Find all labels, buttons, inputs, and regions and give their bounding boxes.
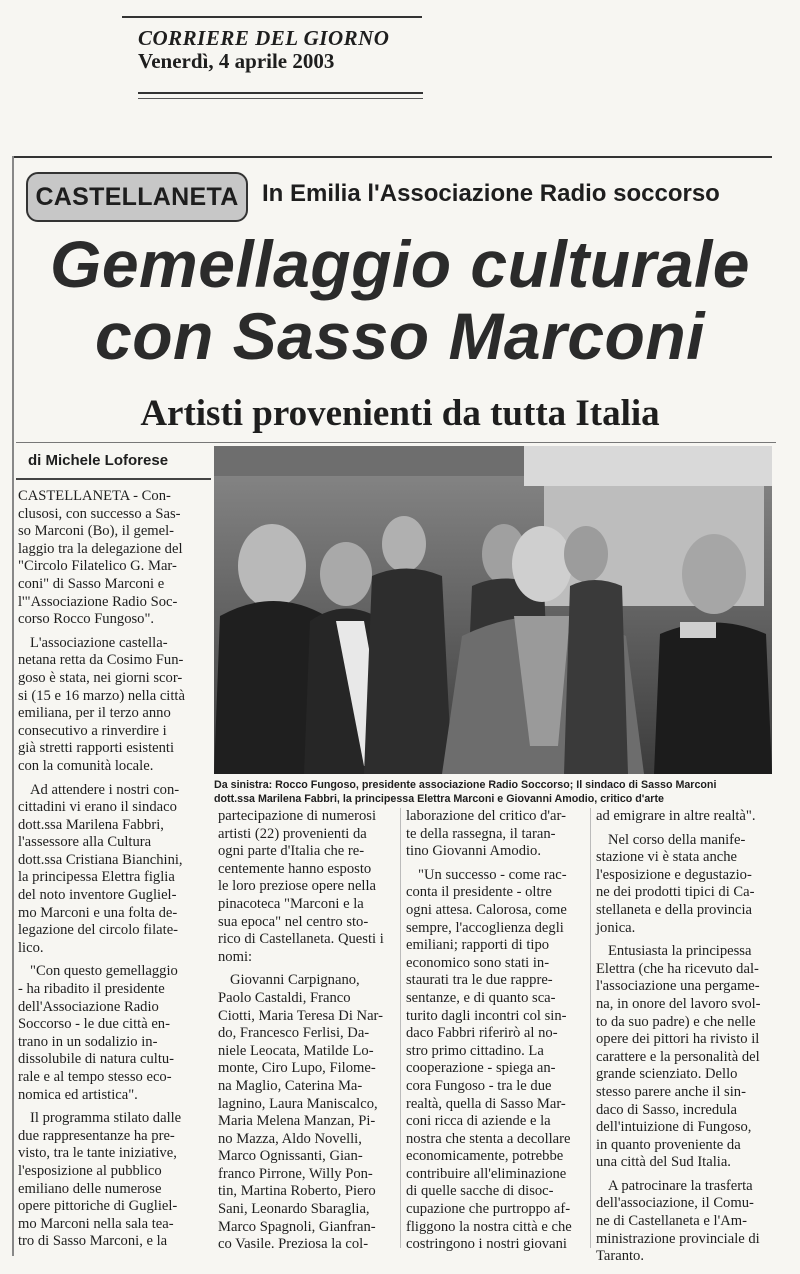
text-line: nostra che stenta a decollare bbox=[406, 1130, 571, 1147]
text-line: già stretti rapporti esistenti bbox=[18, 740, 175, 757]
text-line: na, in onore del lavoro svol- bbox=[596, 995, 761, 1012]
column-divider bbox=[590, 808, 591, 1248]
text-line: costringono i nostri giovani bbox=[406, 1236, 567, 1253]
text-line: rico di Castellaneta. Questi i bbox=[218, 931, 384, 948]
text-line: cittadini vi erano il sindaco bbox=[18, 799, 177, 816]
paragraph bbox=[596, 808, 776, 826]
text-line: na Maglio, Caterina Ma- bbox=[218, 1077, 363, 1094]
text-line: turito dagli incontri col sin- bbox=[406, 1007, 567, 1024]
deck-subtitle: Artisti provenienti da tutta Italia bbox=[140, 393, 660, 434]
text-line: opere pittoriche di Gugliel- bbox=[18, 1198, 178, 1215]
text-line: legazione del circolo filate- bbox=[18, 922, 179, 939]
paragraph bbox=[18, 782, 206, 958]
paragraph bbox=[18, 1110, 206, 1251]
text-line: ogni parte d'Italia che re- bbox=[218, 843, 365, 860]
headline bbox=[20, 228, 780, 372]
caption-line: dott.ssa Marilena Fabbri, la principessa Elettra Marconi e Giovanni Amodio, critico d'arte bbox=[214, 793, 664, 805]
text-line: dott.ssa Marilena Fabbri, bbox=[18, 816, 164, 833]
text-line: niele Leocata, Matilde Lo- bbox=[218, 1042, 374, 1059]
text-line: partecipazione di numerosi bbox=[218, 808, 377, 824]
text-line: Elettra (che ha ricevuto dal- bbox=[596, 960, 759, 977]
article-frame-top bbox=[12, 156, 772, 158]
text-column-2 bbox=[218, 808, 398, 1260]
text-line: stellaneta e della provincia bbox=[596, 901, 752, 918]
masthead bbox=[138, 20, 438, 74]
text-line: sentanze, e di quanto sca- bbox=[406, 989, 556, 1006]
text-line: jonica. bbox=[596, 919, 636, 936]
deck-rule bbox=[16, 442, 776, 443]
text-line: con la comunità locale. bbox=[18, 757, 154, 774]
text-line: coni ricca di aziende e la bbox=[406, 1113, 551, 1130]
text-line: stro primo cittadino. La bbox=[406, 1042, 544, 1059]
text-line: la principessa Elettra figlia bbox=[18, 869, 175, 886]
text-line: "Circolo Filatelico G. Mar- bbox=[18, 558, 177, 575]
text-line: dott.ssa Cristiana Bianchini, bbox=[18, 851, 183, 868]
text-column-3 bbox=[406, 808, 584, 1260]
paragraph bbox=[18, 963, 206, 1104]
text-line: Il programma stilato dalle bbox=[30, 1110, 182, 1127]
paragraph bbox=[18, 488, 206, 629]
text-line: emiliani; rapporti di tipo bbox=[406, 937, 550, 954]
text-line: dissolubile di natura cultu- bbox=[18, 1051, 175, 1068]
text-line: cupazione che purtroppo af- bbox=[406, 1201, 571, 1218]
text-line: Soccorso - le due città en- bbox=[18, 1016, 170, 1033]
text-line: trano in un sodalizio in- bbox=[18, 1033, 158, 1050]
headline-line: Gemellaggio culturale bbox=[49, 227, 751, 301]
text-line: emiliano delle numerose bbox=[18, 1180, 162, 1197]
paragraph bbox=[406, 808, 584, 861]
text-line: le loro preziose opere nella bbox=[218, 878, 377, 895]
text-line: del noto inventore Gugliel- bbox=[18, 887, 177, 904]
text-line: Entusiasta la principessa bbox=[608, 943, 752, 960]
text-line: A patrocinare la trasferta bbox=[608, 1177, 753, 1194]
masthead-rule-bottom-thin bbox=[138, 98, 423, 99]
text-line: tin, Martina Roberto, Piero bbox=[218, 1183, 376, 1200]
text-line: - ha ribadito il presidente bbox=[18, 981, 165, 998]
text-line: consecutivo a rinverdire i bbox=[18, 722, 167, 739]
text-line: sempre, l'accoglienza degli bbox=[406, 919, 564, 936]
text-line: stesso parere anche il sin- bbox=[596, 1083, 746, 1100]
kicker-label: CASTELLANETA bbox=[26, 172, 248, 222]
text-line: fliggono la nostra città e che bbox=[406, 1218, 572, 1235]
text-line: economico sono stati in- bbox=[406, 954, 550, 971]
text-line: stazione vi è stata anche bbox=[596, 849, 738, 866]
text-line: opere dei pittori ha rivisto il bbox=[596, 1031, 760, 1048]
paragraph bbox=[18, 635, 206, 776]
text-line: no Mazza, Aldo Novelli, bbox=[218, 1130, 362, 1147]
text-column-4 bbox=[596, 808, 776, 1272]
text-line: CASTELLANETA - Con- bbox=[18, 488, 171, 504]
text-line: centemente hanno esposto bbox=[218, 860, 372, 877]
text-line: goso è stata, nei giorni scor- bbox=[18, 669, 183, 686]
text-line: "Con questo gemellaggio bbox=[30, 963, 178, 980]
text-line: Nel corso della manife- bbox=[608, 831, 746, 848]
text-line: conta il presidente - oltre bbox=[406, 884, 552, 901]
text-line: dell'intuizione di Fungoso, bbox=[596, 1119, 752, 1136]
text-line: pinacoteca "Marconi e la bbox=[218, 895, 364, 912]
text-line: Marco Ognissanti, Gian- bbox=[218, 1148, 363, 1165]
text-line: Ad attendere i nostri con- bbox=[30, 781, 180, 798]
overline-subhead: In Emilia l'Associazione Radio soccorso bbox=[262, 180, 720, 207]
masthead-rule-bottom bbox=[138, 92, 423, 94]
text-line: dell'Associazione Radio bbox=[18, 998, 159, 1015]
masthead-rule-top bbox=[122, 16, 422, 18]
text-line: netana retta da Cosimo Fun- bbox=[18, 652, 184, 669]
text-line: Ciotti, Maria Teresa Di Nar- bbox=[218, 1007, 383, 1024]
text-line: in quanto proveniente da bbox=[596, 1136, 741, 1153]
text-line: Sani, Leonardo Sbaraglia, bbox=[218, 1201, 370, 1218]
text-line: ne di Castellaneta e l'Am- bbox=[596, 1213, 747, 1230]
paragraph bbox=[596, 832, 776, 938]
text-line: artisti (22) provenienti da bbox=[218, 825, 367, 842]
text-line: sua epoca" nel centro sto- bbox=[218, 913, 369, 930]
newspaper-name: CORRIERE DEL GIORNO bbox=[138, 26, 390, 50]
paragraph bbox=[596, 943, 776, 1172]
text-line: economicamente, potrebbe bbox=[406, 1148, 564, 1165]
text-line: franco Pirrone, Willy Pon- bbox=[218, 1165, 373, 1182]
text-line: monte, Ciro Lupo, Filome- bbox=[218, 1060, 376, 1077]
publication-date: Venerdì, 4 aprile 2003 bbox=[138, 49, 335, 73]
text-line: nomi: bbox=[218, 948, 253, 965]
text-line: ne dei prodotti tipici di Ca- bbox=[596, 884, 755, 901]
text-column-1 bbox=[18, 488, 206, 1257]
text-line: to da suo padre) e che nelle bbox=[596, 1013, 756, 1030]
text-line: Taranto. bbox=[596, 1248, 645, 1265]
text-line: realtà, quella di Sasso Mar- bbox=[406, 1095, 566, 1112]
text-line: tino Giovanni Amodio. bbox=[406, 843, 541, 860]
photo-caption bbox=[214, 778, 780, 806]
text-line: mo Marconi nella sala tea- bbox=[18, 1215, 174, 1232]
text-line: ministrazione provinciale di bbox=[596, 1230, 760, 1247]
paragraph bbox=[218, 972, 398, 1254]
headline-line: con Sasso Marconi bbox=[94, 299, 705, 373]
text-line: tro di Sasso Marconi, e la bbox=[18, 1233, 168, 1250]
text-line: laborazione del critico d'ar- bbox=[406, 808, 566, 824]
text-line: Maria Melena Manzan, Pi- bbox=[218, 1113, 376, 1130]
text-line: Paolo Castaldi, Franco bbox=[218, 989, 351, 1006]
text-line: l'"Associazione Radio Soc- bbox=[18, 593, 178, 610]
text-line: l'esposizione e degustazio- bbox=[596, 866, 752, 883]
text-line: Giovanni Carpignano, bbox=[230, 972, 360, 989]
text-line: cora Fungoso - tra le due bbox=[406, 1077, 552, 1094]
text-line: emiliana, per il terzo anno bbox=[18, 705, 171, 722]
text-line: ad emigrare in altre realtà". bbox=[596, 808, 756, 824]
text-line: ogni attesa. Calorosa, come bbox=[406, 901, 567, 918]
article-frame-left bbox=[12, 156, 14, 1256]
text-line: contribuire all'eliminazione bbox=[406, 1165, 567, 1182]
text-line: visto, tra le tante iniziative, bbox=[18, 1145, 177, 1162]
text-line: due rappresentanze ha pre- bbox=[18, 1127, 175, 1144]
text-line: co Vasile. Preziosa la col- bbox=[218, 1236, 369, 1253]
text-line: Marco Spagnoli, Gianfran- bbox=[218, 1218, 376, 1235]
text-line: daco di Sasso, incredula bbox=[596, 1101, 738, 1118]
text-line: rale e al tempo stesso eco- bbox=[18, 1069, 172, 1085]
column-divider bbox=[400, 808, 401, 1248]
text-line: so Marconi (Bo), il gemel- bbox=[18, 523, 175, 540]
byline: di Michele Loforese bbox=[28, 452, 169, 469]
text-line: clusosi, con successo a Sas- bbox=[18, 505, 181, 522]
byline-rule bbox=[16, 478, 211, 480]
text-line: "Un successo - come rac- bbox=[418, 866, 567, 883]
text-line: lagnino, Laura Maniscalco, bbox=[218, 1095, 378, 1112]
group-photo-illustration bbox=[214, 446, 772, 774]
text-line: l'assessore alla Cultura bbox=[18, 834, 152, 851]
text-line: cooperazione - spiega an- bbox=[406, 1060, 556, 1077]
text-line: l'associazione una pergame- bbox=[596, 978, 760, 995]
paragraph bbox=[596, 1178, 776, 1266]
paragraph bbox=[218, 808, 398, 966]
text-line: si (15 e 16 marzo) nella città bbox=[18, 687, 185, 704]
text-line: do, Francesco Ferlisi, Da- bbox=[218, 1025, 370, 1042]
text-line: coni" di Sasso Marconi e bbox=[18, 575, 165, 592]
text-line: nomica ed artistica". bbox=[18, 1086, 138, 1103]
article-photo bbox=[214, 446, 772, 774]
text-line: l'esposizione al pubblico bbox=[18, 1162, 162, 1179]
text-line: di quelle sacche di disoc- bbox=[406, 1183, 554, 1200]
caption-line: Da sinistra: Rocco Fungoso, presidente associazione Radio Soccorso; Il sindaco di Sasso Marconi bbox=[214, 779, 717, 791]
text-line: grande scienziato. Dello bbox=[596, 1066, 738, 1083]
text-line: carattere e la personalità del bbox=[596, 1048, 760, 1065]
text-line: corso Rocco Fungoso". bbox=[18, 611, 155, 628]
text-line: dell'associazione, il Comu- bbox=[596, 1195, 754, 1212]
text-line: lico. bbox=[18, 939, 44, 956]
text-line: mo Marconi e una folta de- bbox=[18, 904, 178, 921]
paragraph bbox=[406, 867, 584, 1254]
text-line: staurati tra le due rappre- bbox=[406, 972, 553, 989]
text-line: una città del Sud Italia. bbox=[596, 1154, 731, 1171]
text-line: laggio tra la delegazione del bbox=[18, 540, 183, 557]
text-line: te della rassegna, il taran- bbox=[406, 825, 556, 842]
text-line: daco Fabbri riferirò al no- bbox=[406, 1025, 558, 1042]
text-line: L'associazione castella- bbox=[30, 634, 168, 651]
